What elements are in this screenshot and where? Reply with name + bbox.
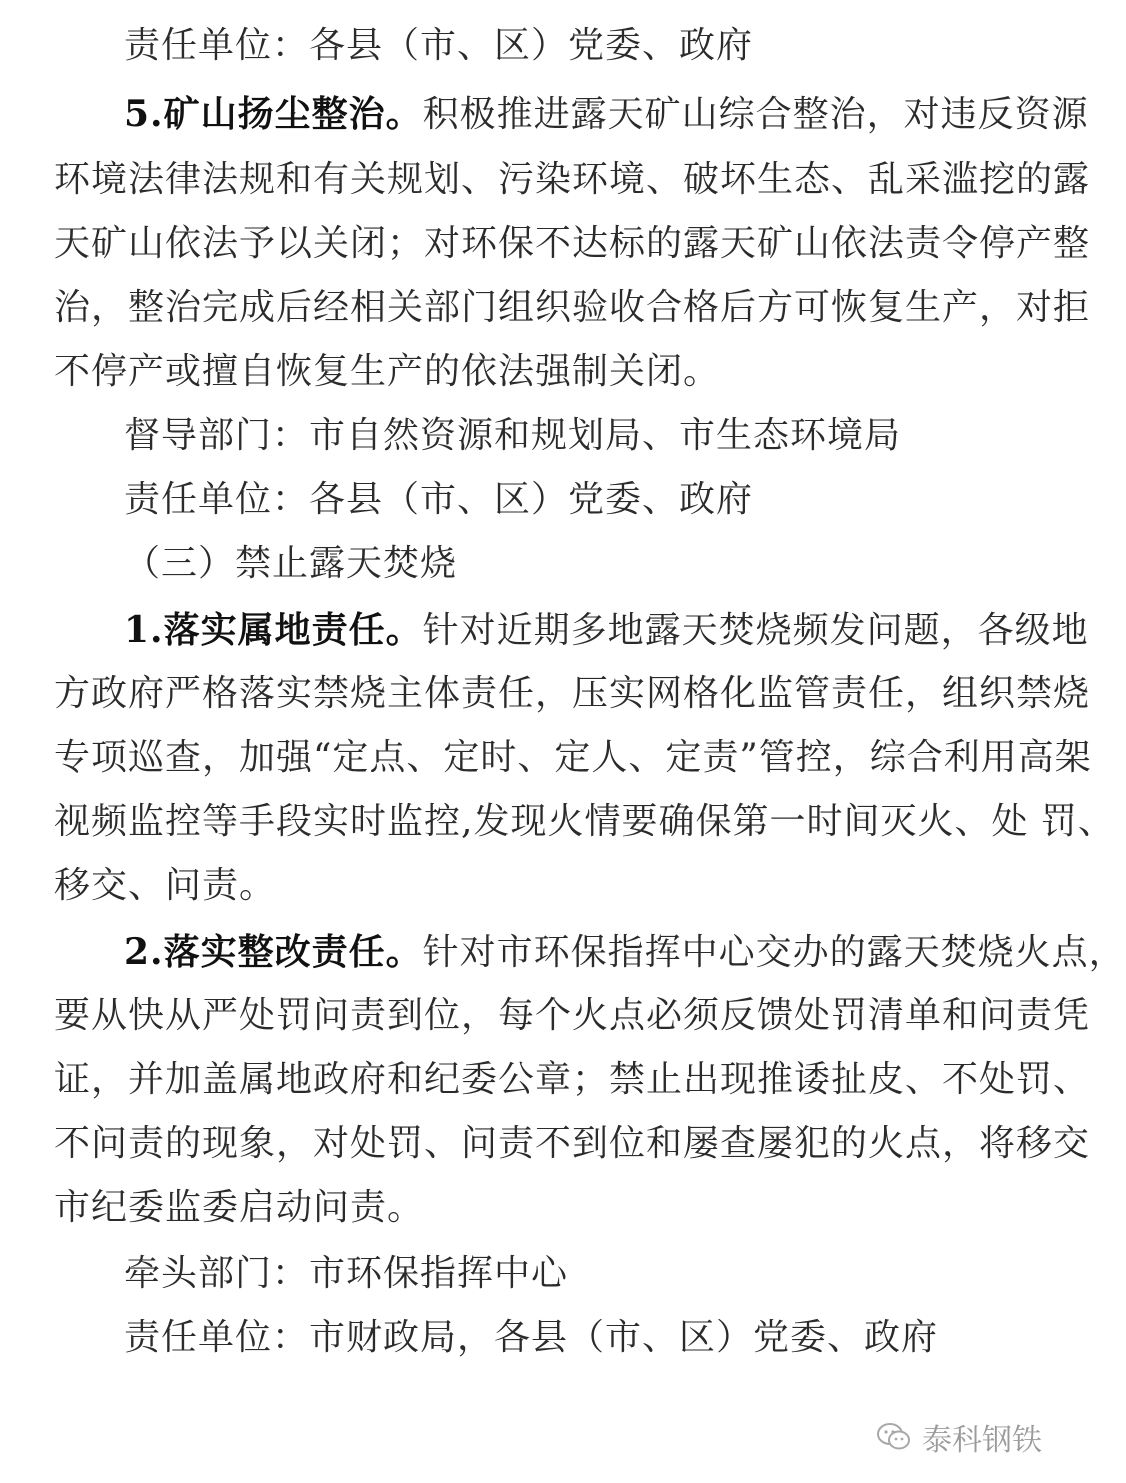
responsibility-unit-line: 责任单位：各县（市、区）党委、政府 — [124, 25, 754, 66]
paragraph-line — [124, 928, 1126, 977]
paragraph-line: 治，整治完成后经相关部门组织验收合格后方可恢复生产，对拒 — [54, 287, 1091, 328]
paragraph-line: 方政府严格落实禁烧主体责任，压实网格化监管责任，组织禁烧 — [54, 673, 1091, 714]
paragraph-text: 针对近期多地露天焚烧频发问题，各级地 — [422, 610, 1089, 651]
paragraph-line — [124, 606, 1089, 655]
item-heading: 2.落实整改责任。 — [124, 931, 423, 973]
paragraph-line: 要从快从严处罚问责到位，每个火点必须反馈处罚清单和问责凭 — [54, 995, 1091, 1036]
responsibility-unit-line: 责任单位：各县（市、区）党委、政府 — [124, 479, 754, 520]
paragraph-text: 积极推进露天矿山综合整治，对违反资源 — [422, 94, 1089, 135]
supervising-dept-line: 督导部门：市自然资源和规划局、市生态环境局 — [124, 415, 902, 456]
lead-dept-line: 牵头部门：市环保指挥中心 — [124, 1253, 569, 1294]
paragraph-line: 证，并加盖属地政府和纪委公章；禁止出现推诿扯皮、不处罚、 — [54, 1059, 1091, 1100]
paragraph-line — [124, 90, 1089, 139]
paragraph-line: 移交、问责。 — [54, 865, 277, 906]
paragraph-text: 针对市环保指挥中心交办的露天焚烧火点， — [422, 932, 1126, 973]
responsibility-unit-line: 责任单位：市财政局，各县（市、区）党委、政府 — [124, 1317, 939, 1358]
paragraph-line: 专项巡查，加强“定点、定时、定人、定责”管控，综合利用高架 — [54, 737, 1092, 778]
paragraph-line: 天矿山依法予以关闭；对环保不达标的露天矿山依法责令停产整 — [54, 223, 1091, 264]
paragraph-line: 视频监控等手段实时监控,发现火情要确保第一时间灭火、处 罚、 — [54, 801, 1115, 842]
section-title: （三）禁止露天焚烧 — [124, 543, 458, 584]
wechat-icon — [876, 1422, 912, 1452]
paragraph-line: 环境法律法规和有关规划、污染环境、破坏生态、乱采滥挖的露 — [54, 159, 1091, 200]
item-heading: 5.矿山扬尘整治。 — [124, 93, 423, 135]
paragraph-line: 市纪委监委启动问责。 — [54, 1187, 425, 1228]
item-heading: 1.落实属地责任。 — [124, 609, 423, 651]
watermark — [876, 1415, 1042, 1459]
paragraph-line: 不停产或擅自恢复生产的依法强制关闭。 — [54, 351, 721, 392]
paragraph-line: 不问责的现象，对处罚、问责不到位和屡查屡犯的火点，将移交 — [54, 1123, 1091, 1164]
watermark-text: 泰科钢铁 — [922, 1423, 1042, 1458]
